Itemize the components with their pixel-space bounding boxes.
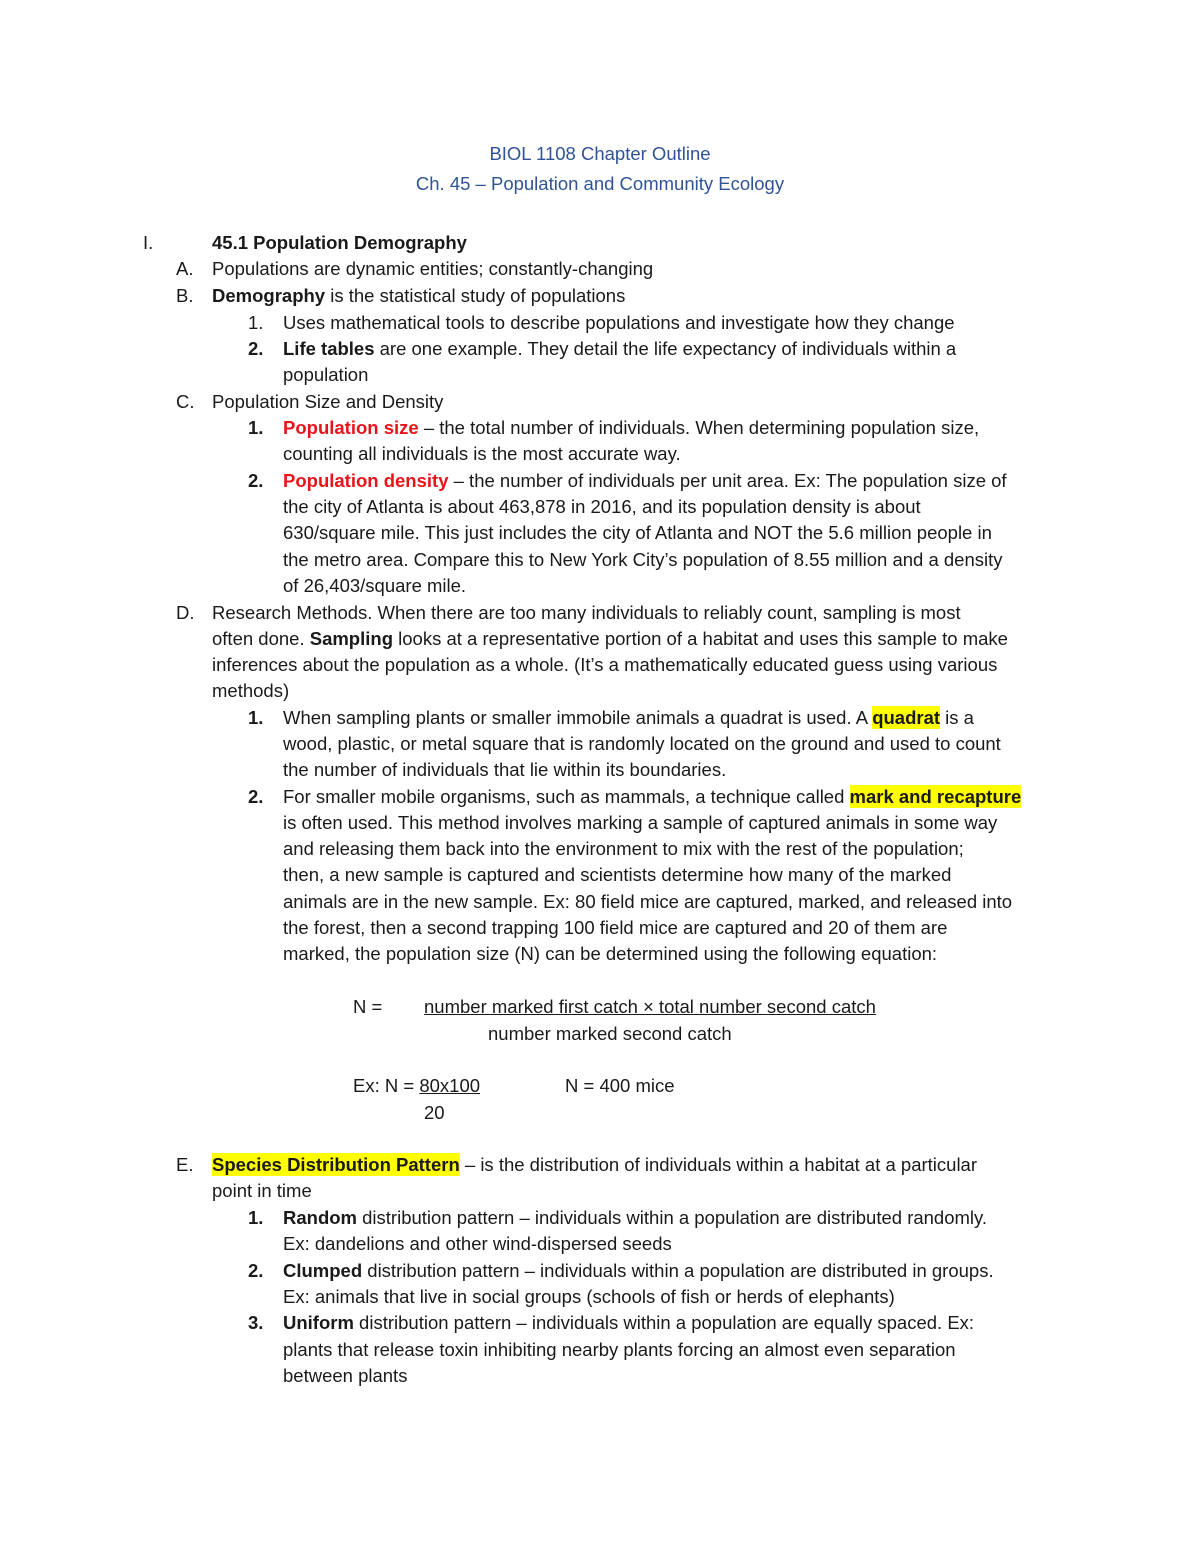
list-item: Population density – the number of individuals per unit area. Ex: The population size of (283, 470, 1007, 491)
list-item-continuation: plants that release toxin inhibiting nearby plants forcing an almost even separation (283, 1339, 956, 1360)
list-item-continuation: and releasing them back into the environment to mix with the rest of the population; (283, 838, 964, 859)
list-item-continuation: population (283, 364, 369, 385)
outline-b-text: Demography is the statistical study of populations (212, 285, 626, 306)
list-marker: 1. (248, 1207, 264, 1228)
list-item: Clumped distribution pattern – individuals within a population are distributed in groups. (283, 1260, 994, 1281)
list-item-continuation: Ex: animals that live in social groups (schools of fish or herds of elephants) (283, 1286, 895, 1307)
outline-marker-c: C. (176, 391, 195, 412)
outline-marker-b: B. (176, 285, 194, 306)
list-marker: 1. (248, 312, 264, 333)
list-marker: 2. (248, 470, 264, 491)
list-item-continuation: is often used. This method involves marking a sample of captured animals in some way (283, 812, 998, 833)
term-life-tables: Life tables (283, 338, 375, 359)
example-result: N = 400 mice (565, 1075, 675, 1096)
list-item-continuation: the number of individuals that lie within its boundaries. (283, 759, 727, 780)
term-random: Random (283, 1207, 357, 1228)
list-item: Uses mathematical tools to describe populations and investigate how they change (283, 312, 955, 333)
term-mark-and-recapture: mark and recapture (849, 786, 1022, 807)
list-item-continuation: counting all individuals is the most accurate way. (283, 443, 681, 464)
term-clumped: Clumped (283, 1260, 363, 1281)
list-item: Random distribution pattern – individuals within a population are distributed randomly. (283, 1207, 988, 1228)
list-item-continuation: wood, plastic, or metal square that is randomly located on the ground and used to count (283, 733, 1001, 754)
outline-marker-d: D. (176, 602, 195, 623)
chapter-title: Ch. 45 – Population and Community Ecology (415, 173, 785, 194)
term-uniform: Uniform (283, 1312, 354, 1333)
list-item-continuation: the city of Atlanta is about 463,878 in 2016, and its population density is about (283, 496, 921, 517)
list-item-continuation: marked, the population size (N) can be determined using the following equation: (283, 943, 938, 964)
list-item-continuation: then, a new sample is captured and scientists determine how many of the marked (283, 864, 952, 885)
term-population-size: Population size (283, 417, 419, 438)
example-numerator: 80x100 (419, 1075, 481, 1096)
list-marker: 2. (248, 338, 264, 359)
list-item-continuation: the forest, then a second trapping 100 field mice are captured and 20 of them are (283, 917, 948, 938)
term-population-density: Population density (283, 470, 449, 491)
outline-d-text: inferences about the population as a whole. (It’s a mathematically educated guess using various (212, 654, 998, 675)
list-item: Life tables are one example. They detail the life expectancy of individuals within a (283, 338, 957, 359)
term-quadrat: quadrat (872, 707, 941, 728)
list-item: For smaller mobile organisms, such as mammals, a technique called mark and recapture (283, 786, 1022, 807)
outline-marker-a: A. (176, 258, 194, 279)
term-species-distribution-pattern: Species Distribution Pattern (212, 1154, 460, 1175)
list-item-continuation: between plants (283, 1365, 408, 1386)
example-equation: Ex: N = 80x100 (353, 1075, 481, 1096)
section-title: 45.1 Population Demography (212, 232, 467, 253)
outline-e-text: Species Distribution Pattern – is the distribution of individuals within a habitat at a particular (212, 1154, 978, 1175)
list-item-continuation: Ex: dandelions and other wind-dispersed seeds (283, 1233, 672, 1254)
list-marker: 3. (248, 1312, 264, 1333)
outline-marker-e: E. (176, 1154, 194, 1175)
equation-denominator: number marked second catch (488, 1023, 732, 1044)
list-marker: 2. (248, 1260, 264, 1281)
list-item-continuation: the metro area. Compare this to New York City’s population of 8.55 million and a density (283, 549, 1003, 570)
list-marker: 1. (248, 707, 264, 728)
term-sampling: Sampling (309, 628, 393, 649)
equation-numerator: number marked first catch × total number second catch (424, 996, 876, 1017)
course-title: BIOL 1108 Chapter Outline (489, 143, 711, 164)
list-item-continuation: of 26,403/square mile. (283, 575, 467, 596)
list-item: Uniform distribution pattern – individuals within a population are equally spaced. Ex: (283, 1312, 975, 1333)
outline-a-text: Populations are dynamic entities; constantly-changing (212, 258, 654, 279)
example-denominator: 20 (424, 1102, 445, 1123)
outline-c-text: Population Size and Density (212, 391, 444, 412)
list-item-continuation: 630/square mile. This just includes the city of Atlanta and NOT the 5.6 million people in (283, 522, 992, 543)
list-item: When sampling plants or smaller immobile animals a quadrat is used. A quadrat is a (283, 707, 974, 728)
outline-e-text: point in time (212, 1180, 312, 1201)
outline-d-text: often done. Sampling looks at a representative portion of a habitat and uses this sample to make (212, 628, 1008, 649)
list-marker: 1. (248, 417, 264, 438)
list-item-continuation: animals are in the new sample. Ex: 80 field mice are captured, marked, and released into (283, 891, 1013, 912)
section-marker: I. (143, 232, 154, 253)
list-marker: 2. (248, 786, 264, 807)
outline-d-text: methods) (212, 680, 290, 701)
term-demography: Demography (212, 285, 326, 306)
equation-lhs: N = (353, 996, 383, 1017)
outline-d-text: Research Methods. When there are too many individuals to reliably count, sampling is most (212, 602, 961, 623)
list-item: Population size – the total number of individuals. When determining population size, (283, 417, 980, 438)
